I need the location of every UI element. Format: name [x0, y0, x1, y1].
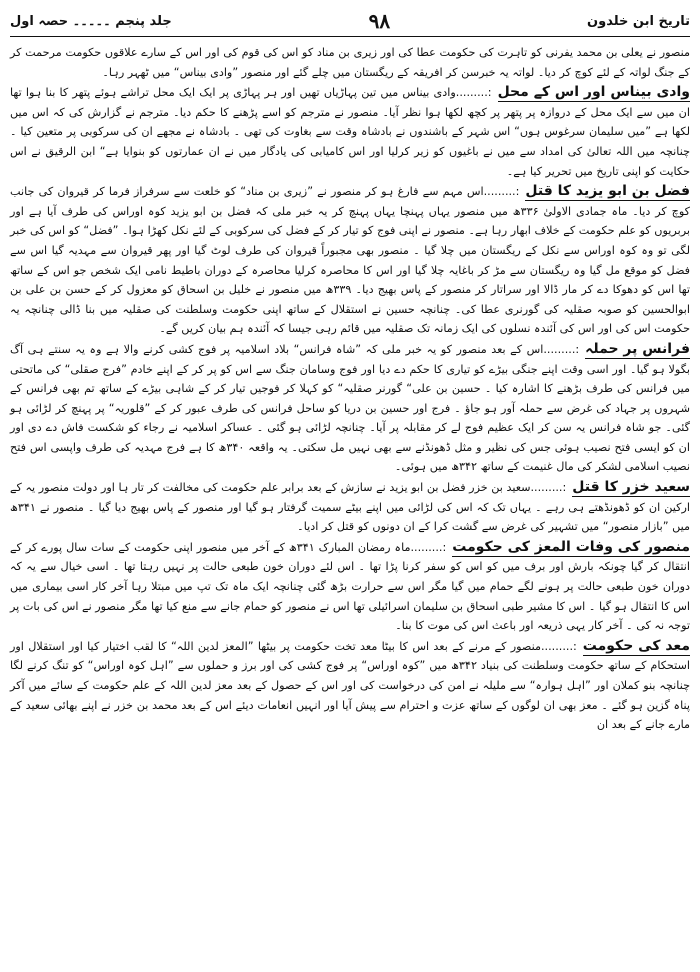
section-paragraph — [10, 478, 690, 537]
section-text: :.........منصور کے مرنے کے بعد اس کا بیٹا معد تخت حکومت پر بیٹھا ”المعز لدین اللہ“ کا لقب اختیار کیا اور استقلال اور استحکام کے ساتھ حکومت وسلطنت کی بنیاد ۳۴۲ھ میں ”کوہ اوراس“ پر فوج کشی کی اور برز و حملوں سے ”اہل کوہ اوراس“ کو تنگ کرنے لگا چنانچہ بنو کملان اور ”اہل ہوارہ“ سے ملیلہ نے امن کی درخواست کی اور اس کے حصول کے بعد معز لدین اللہ کے علم حکومت کے سائے میں آکر پناہ گزین ہو گئے ۔ معز بھی ان لوگوں کے ساتھ عزت و احترام سے پیش آیا اور انہیں انعامات دیئے اس کے بعد محمد بن خزر نے اپنے بھائی سعید کے مارے جانے کے بعد ان — [10, 639, 690, 732]
section-text: :.........اس مہم سے فارغ ہو کر منصور نے ”زیری بن مناد“ کو خلعت سے سرفراز فرما کر قیروان کی جانب کوچ کر دیا۔ ماہ جمادی الاولیٰ ۳۳۶ھ میں منصور یہاں پہنچا یہاں پہنچ کر یہ خبر ملی کہ فضل بن ابو یزید کوہ اوراس کی طرف آیا ہے اور بربریوں کو علم حکومت کے خلاف ابھار رہا ہے۔ منصور نے اپنی فوج کو تیار کر کے فضل کی سرکوبی کے لئے نکل کھڑا ہوا۔ ”فضل“ کو اس کی خبر لگی تو وہ کوہ اوراس سے نکل کے ریگستان میں چلا گیا ۔ منصور بھی مجبوراً قیروان کی طرف لوٹ گیا اور پھر قیروان سے مہدیہ گیا اس سے فضل کو موقع مل گیا وہ ریگستان سے مڑ کر باغایہ چلا گیا اور اس کا محاصرہ کرلیا محاصرہ کے دوران باطیط نامی ایک شخص جو اس کے ساتھ تھا اس کو دھوکا دے کر مار ڈالا اور سراتار کر منصور کے پاس بھیج دیا۔ ۳۳۹ھ میں منصور نے خلیل بن اسحاق کو معزول کر کے حسن بن علی بن ابوالحسین کو صوبہ صقلیہ کی گورنری عطا کی۔ چنانچہ حسین نے استقلال کے ساتھ اپنی حکومت وسلطنت کی صقلیہ میں بنا ڈالی چنانچہ یہ حکومت اس کی اور اس کی آئندہ نسلوں کی ایک زمانہ تک صقلیہ میں قائم رہی جیسا کہ آئندہ ہم بیان کریں گے۔ — [10, 185, 691, 336]
page-header — [10, 6, 690, 37]
intro-paragraph: منصور نے یعلی بن محمد یفرنی کو تاہرت کی حکومت عطا کی اور زیری بن مناد کو اس کی قوم کی اور اس کے سارے علاقوں حکومت مرحمت کر کے جنگ لواتہ کے لئے کوچ کر دیا۔ لواتہ یہ خبرسن کر افریقہ کے ریگستان میں چلے گئے اور منصور ”وادی بیناس“ میں ٹھہر رہا۔ — [10, 46, 690, 79]
section-paragraph — [10, 637, 690, 735]
page-body — [10, 43, 690, 735]
volume-part: جلد پنجم ۔۔۔۔۔ حصہ اول — [10, 13, 172, 29]
section-text: :.........سعید بن خزر فضل بن ابو یزید نے سازش کے بعد برابر علم حکومت کی مخالفت کر تار ہا اور دولت منصور یہ کے ارکین ان کو ڈھونڈھتے ہی رہے ۔ یہاں تک کہ اس کی لڑائی میں اپنے بیٹے سمیت گرفتار ہو گیا اور منصور کے پاس بھیج دیا گیا ۔ منصور نے ۳۴۱ھ میں ”بازار منصور“ میں تشہیر کی غرض سے گشت کرا کے ان دونوں کو قتل کر ادیا۔ — [10, 481, 690, 534]
section-paragraph — [10, 182, 690, 339]
section-heading: معد کی حکومت — [582, 637, 690, 654]
section-heading: سعید خزر کا قتل — [572, 479, 690, 496]
section-heading: منصور کی وفات المعز کی حکومت — [452, 538, 690, 555]
section-paragraph — [10, 83, 690, 181]
book-title: تاریخ ابن خلدون — [587, 13, 690, 29]
section-heading: وادی بیناس اور اس کے محل — [497, 84, 690, 101]
section-paragraph — [10, 538, 690, 636]
section-text: :.........وادی بیناس میں تین پہاڑیاں تھیں اور ہر پہاڑی پر ایک ایک محل تراشے ہوئے پتھر کا بنا ہوا تھا ان میں سے ایک محل کے دروازہ پر پتھر پر کچھ لکھا ہوا نظر آیا۔ منصور نے مترجم کو اسے پڑھنے کا حکم دیا۔ مترجم نے گزارش کی کہ اس میں لکھا ہے ”میں سلیمان سرغوس ہوں“ اس شہر کے باشندوں نے بادشاہ وقت سے بغاوت کی تھی ۔ بادشاہ نے مجھے ان کی سرکوبی پر متعین کیا ۔ چنانچہ میں اللہ تعالیٰ کی امداد سے میں نے باغیوں کو زیر کرلیا اور اس کامیابی کی یادگار میں نے ان عمارتوں کو بنوایا ہے“ ابن الرقیق نے اس حکایت کو اپنی تاریخ میں تحریر کیا ہے۔ — [10, 86, 690, 178]
section-heading: فرانس پر حملہ — [585, 340, 690, 357]
section-heading: فضل بن ابو یزید کا قتل — [525, 183, 690, 200]
section-paragraph — [10, 340, 690, 477]
page-number: ۹۸ — [368, 9, 391, 33]
section-text: :.........اس کے بعد منصور کو یہ خبر ملی کہ ”شاہ فرانس“ بلاد اسلامیہ پر فوج کشی کرنے والا ہے وہ یہ سنتے ہی آگ بگولا ہو گیا۔ اور اسی وقت اپنے جنگی بیڑے کو تیاری کا حکم دے دیا اور فوج وسامان جنگ سے اس کو پر کر کے اپنے خادم ”فرج صقلی“ کی ماتحتی میں فرانس کی طرف بڑھنے کا اشارہ کیا ۔ حسین بن علی“ گورنر صقلیہ“ کو کہلا کر فوجیں تیار کر کے شاہی بیڑے کے ساتھ تم بھی فرانس کے شہروں پر جہاد کی غرض سے حملہ آور ہو جاؤ ۔ فرج اور حسین بن دریا کو ساحل فرانس کی طرف عبور کر کے ”قلوریہ“ پر پہنچ کر لڑائی ہو گئی۔ جو شاہ فرانس یہ سن کر ایک عظیم فوج لے کر مقابلہ پر آیا۔ چنانچہ لڑائی ہو گئی ۔ عساکر اسلامیہ نے رجاء کو شکست فاش دے دی اور ان کو ایسی فتح نصیب ہوئی جس کی نظیر و مثل ڈھونڈنے سے بھی نہیں مل سکتی۔ یہ واقعہ ۳۴۰ھ کا ہے فرج مہدیہ کی طرف واپسی اس فتح نصیب اسلامی لشکر کی مال غنیمت کے ساتھ ۳۴۲ھ میں ہوئی۔ — [10, 342, 690, 474]
section-text: :.........ماہ رمضان المبارک ۳۴۱ھ کے آخر میں منصور اپنی حکومت کے سات سال پورے کر کے انتقال کر گیا چونکہ بارش اور برف میں کو اس کو سفر کرنا پڑا تھا ۔ اس لئے دوران خون طبعی حالت پر نہیں رہتا تھا ۔ اسی خیال سے یہ کہ دوران خون طبعی حالت پر ہونے لگے حمام میں گیا مگر اس سے حرارت بڑھ گئی چنانچہ ایک ماہ تک تپ میں مبتلا رہا آخر کار اسی بیماری میں اس کا انتقال ہو گیا ۔ اس کا مشیر طبی اسحاق بن سلیمان اسرائیلی تھا اس نے منصور کو حمام جانے سے منع کیا تھا مگر منصور نے اس کی بات پر توجہ نہ کی ۔ آخر کار یہی ذریعہ اور باعث اس کی موت کا بنا۔ — [10, 540, 690, 633]
